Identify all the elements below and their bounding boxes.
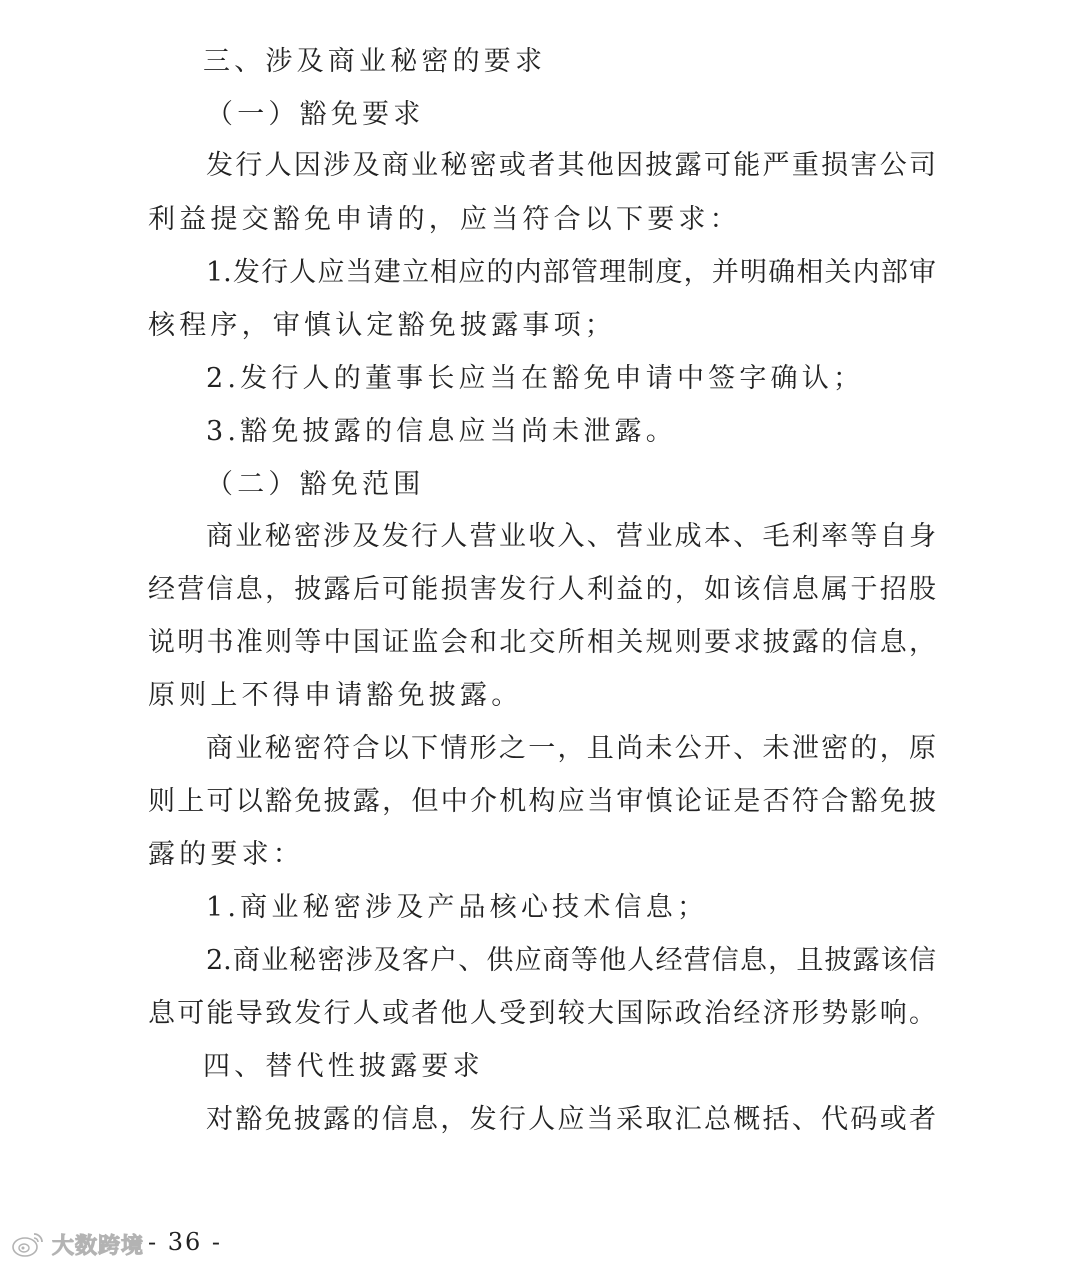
paragraph-line: 则上可以豁免披露，但中介机构应当审慎论证是否符合豁免披 xyxy=(148,786,936,817)
section-heading-4: 四、替代性披露要求 xyxy=(203,1051,484,1082)
list-item-line: 2.发行人的董事长应当在豁免申请中签字确认； xyxy=(206,363,865,394)
paragraph-line: 露的要求： xyxy=(148,839,304,870)
paragraph-line: 对豁免披露的信息，发行人应当采取汇总概括、代码或者 xyxy=(206,1104,936,1135)
watermark-text: 大数跨境 xyxy=(52,1233,145,1259)
list-item-line: 1.商业秘密涉及产品核心技术信息； xyxy=(206,892,709,923)
list-item-line: 2.商业秘密涉及客户、供应商等他人经营信息，且披露该信 xyxy=(206,945,936,976)
weibo-logo-icon xyxy=(10,1230,46,1258)
paragraph-line: 商业秘密符合以下情形之一，且尚未公开、未泄密的，原 xyxy=(206,733,936,764)
subsection-heading-exemption-scope: （二）豁免范围 xyxy=(206,469,425,500)
paragraph-line: 发行人因涉及商业秘密或者其他因披露可能严重损害公司 xyxy=(206,150,936,181)
list-item-line: 核程序，审慎认定豁免披露事项； xyxy=(148,310,616,341)
watermark xyxy=(10,1228,144,1260)
paragraph-line: 利益提交豁免申请的，应当符合以下要求： xyxy=(148,204,741,235)
paragraph-line: 原则上不得申请豁免披露。 xyxy=(148,680,523,711)
list-item-line: 1.发行人应当建立相应的内部管理制度，并明确相关内部审 xyxy=(206,257,936,288)
list-item-line: 3.豁免披露的信息应当尚未泄露。 xyxy=(206,416,677,447)
page-number: - 36 - xyxy=(148,1228,223,1256)
list-item-line: 息可能导致发行人或者他人受到较大国际政治经济形势影响。 xyxy=(148,998,936,1029)
subsection-heading-exemption-requirements: （一）豁免要求 xyxy=(206,99,425,130)
section-heading-3: 三、涉及商业秘密的要求 xyxy=(203,46,547,77)
paragraph-line: 商业秘密涉及发行人营业收入、营业成本、毛利率等自身 xyxy=(206,521,936,552)
paragraph-line: 说明书准则等中国证监会和北交所相关规则要求披露的信息， xyxy=(148,627,936,658)
paragraph-line: 经营信息，披露后可能损害发行人利益的，如该信息属于招股 xyxy=(148,574,936,605)
